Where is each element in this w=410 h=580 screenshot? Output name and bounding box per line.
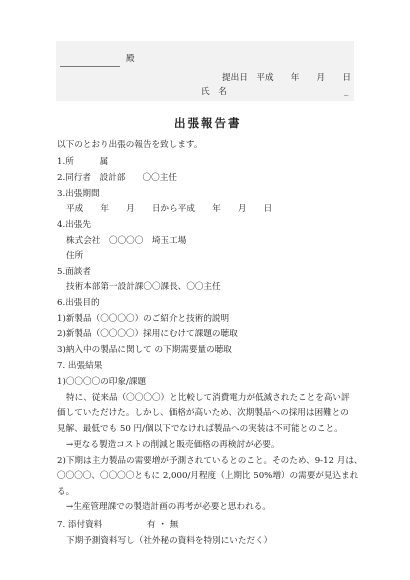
result-2-line: 〇〇〇〇、〇〇〇〇ともに 2,000/月程度（上期比 50%増）の需要が見込まれ xyxy=(57,471,359,481)
result-1-heading: 1)〇〇〇〇の印象/課題 xyxy=(57,377,147,387)
result-1-line: 特に、従来品（〇〇〇〇）と比較して消費電力が低減されたことを高い評 xyxy=(66,393,350,403)
item-attachments-heading: 7. 添付資料 xyxy=(57,520,103,530)
submission-date: 提出日 平成 年 月 日 xyxy=(222,73,351,83)
item-results-heading: 7. 出張結果 xyxy=(57,361,103,371)
item-period-value: 平成 年 月 日から平成 年 月 日 xyxy=(66,204,273,214)
attachments-choice: 有 ・ 無 xyxy=(147,520,179,530)
item-destination-address: 住所 xyxy=(66,251,84,261)
purpose-line: 3)納入中の製品に関して の下期需要量の聴取 xyxy=(57,345,232,355)
item-companions: 2.同行者 設計部 〇〇主任 xyxy=(57,173,177,183)
item-period-heading: 3.出張期間 xyxy=(57,189,100,199)
item-contact-heading: 5.面談者 xyxy=(57,267,91,277)
result-2-line: る。 xyxy=(57,487,75,497)
result-1-line: 価していただけた。しかし、価格が高いため、次期製品への採用は困難との xyxy=(57,408,349,418)
intro-text: 以下のとおり出張の報告を致します。 xyxy=(57,140,203,150)
name-label: 氏 名 xyxy=(201,87,227,97)
purpose-line: 1)新製品（〇〇〇〇）のご紹介と技術的説明 xyxy=(57,314,230,324)
name-underline-mark: _ xyxy=(344,87,349,97)
addressee-underline xyxy=(60,66,120,67)
addressee-suffix: 殿 xyxy=(126,54,135,64)
item-attachments-value: 下期予測資料写し（社外秘の資料を特別にいただく） xyxy=(66,536,273,546)
result-1-line: →更なる製造コストの削減と販売価格の再検討が必要。 xyxy=(66,440,280,450)
item-purpose-heading: 6.出張目的 xyxy=(57,298,100,308)
document-title: 出張報告書 xyxy=(174,116,242,130)
item-contact-value: 技術本部第一設計課〇〇課長、〇〇主任 xyxy=(66,282,221,292)
result-1-line: 見解、最低でも 50 円/個以下でなければ製品への実装は不可能とのこと。 xyxy=(57,424,343,434)
result-2-line: →生産管理課での製造計画の再考が必要と思われる。 xyxy=(66,502,271,512)
item-department: 1.所 属 xyxy=(57,157,109,167)
purpose-line: 2)新製品（〇〇〇〇）採用にむけて課題の聴取 xyxy=(57,329,238,339)
item-destination-heading: 4.出張先 xyxy=(57,220,91,230)
result-2-line: 2)下期は主力製品の需要増が予測されているとのこと。そのため、9-12 月は、 xyxy=(57,456,363,466)
item-destination-company: 株式会社 〇〇〇〇 埼玉工場 xyxy=(66,236,187,246)
